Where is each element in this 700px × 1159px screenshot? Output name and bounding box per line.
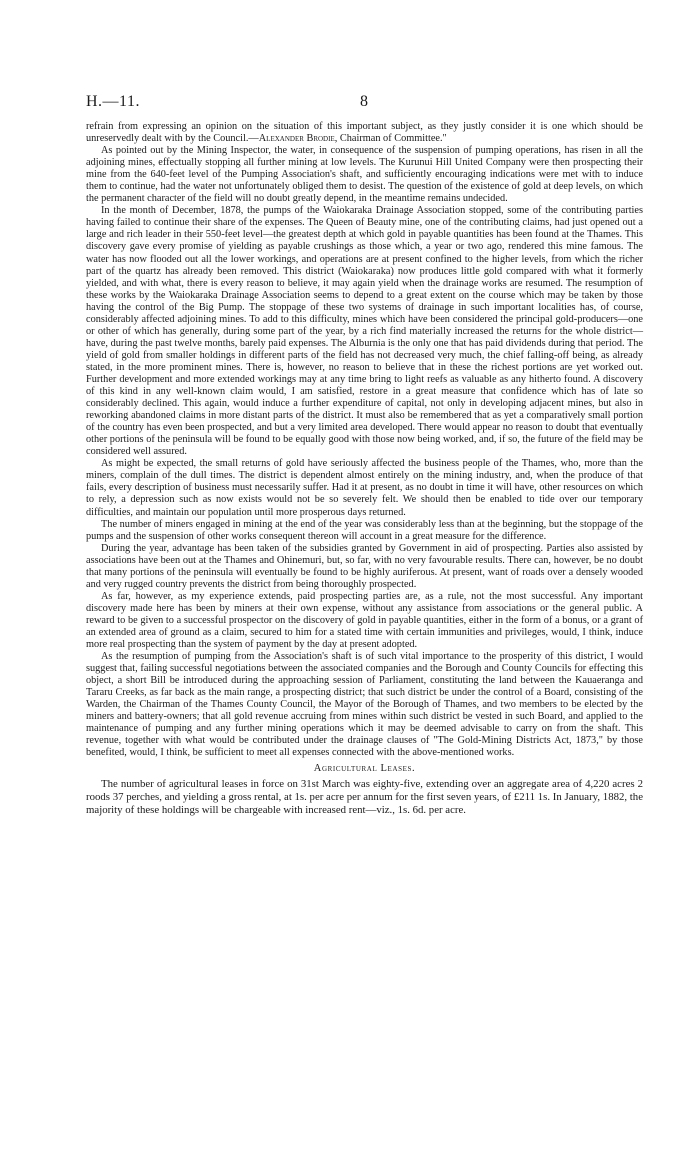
- paragraph-business: As might be expected, the small returns of gold have seriously affected the business people of the Thames, who, more than the miners, complain of the dull times. The district is dependent almost entirely on the mining industry, and, when the produce of that fails, every description of business must necessarily suffer. Had it at present, as no doubt in time it will have, other resources on which to rely, a depression such as now exists would not be so severely felt. We should then be enabled to tide over our temporary difficulties, and maintain our population until more prosperous days returned.: [86, 458, 643, 518]
- signature-title: , Chairman of Committee.": [334, 133, 447, 145]
- document-reference: H.—11.: [86, 93, 140, 110]
- paragraph-pumping: As pointed out by the Mining Inspector, the water, in consequence of the suspension of pumping operations, has risen in all the adjoining mines, effectually stopping all further mining at low levels. The Kurunui Hill United Company were then prospecting their mine from the 640-feet level of the Pumping Association's shaft, and sufficiently encouraging indications were met with to induce them to continue, had the water not unfortunately obliged them to desist. The question of the existence of gold at deep levels, on which the permanent character of the field will no doubt greatly depend, in the meantime remains undecided.: [86, 145, 643, 205]
- signature-name: Alexander Brodie: [258, 133, 335, 145]
- section-heading: Agricultural Leases.: [313, 763, 416, 775]
- paragraph-prospecting: During the year, advantage has been taken of the subsidies granted by Government in aid of prospecting. Parties also assisted by associations have been out at the Thames and Ohinemuri, but, so far, with no very favourable results. There can, however, be no doubt that many portions of the peninsula will eventually be found to be highly auriferous. At present, want of roads over a densely wooded and very rugged country prevents the district from being thoroughly prospected.: [86, 542, 643, 590]
- paragraph-quote-end: [86, 121, 643, 145]
- paragraph-agricultural-leases: The number of agricultural leases in force on 31st March was eighty-five, extending over an aggregate area of 4,220 acres 2 roods 37 perches, and yielding a gross rental, at 1s. per acre per annum for the first seven years, of £211 1s. In January, 1882, the majority of these holdings will be chargeable with increased rent—viz., 1s. 6d. per acre.: [86, 777, 643, 816]
- paragraph-experience: As far, however, as my experience extends, paid prospecting parties are, as a rule, not the most successful. Any important discovery made here has been by miners at their own expense, without any assistance from associations or the general public. A reward to be given to a successful prospector on the discovery of gold in payable quantities, either in the form of a bonus, or a grant of an extended area of ground as a claim, secured to him for a stated time with certain immunities and privileges, would, I think, induce more real prospecting than the system of payment by the day at present adopted.: [86, 590, 643, 651]
- paragraph-waiokaraka: In the month of December, 1878, the pumps of the Waiokaraka Drainage Association stopped, some of the contributing parties having failed to continue their share of the expenses. The Queen of Beauty mine, one of the contributing claims, had just opened out a large and rich leader in their 550-feet level—the greatest depth at which gold in payable quantities has been found at the Thames. This discovery gave every promise of yielding as payable crushings as those which, a year or two ago, rendered this mine famous. The water has now flooded out all the lower workings, and operations are at present confined to the higher levels, from which the richer part of the quartz has already been removed. This district (Waiokaraka) now produces little gold compared with what it formerly yielded, and with what, there is every reason to believe, it may again yield when the drainage works are resumed. The resumption of these works by the Waiokaraka Drainage Association seems to depend to a great extent on the course which may be taken by those having the control of the Big Pump. The stoppage of these two systems of drainage in such important localities has, of course, considerably affected adjoining mines. To add to this difficulty, mines which have been considered the principal gold-producers—one or other of which has generally, during some part of the year, by a rich find materially increased the returns for the whole district—have, during the past twelve months, barely paid expenses. The Alburnia is the only one that has paid dividends during that period. The yield of gold from smaller holdings in different parts of the field has not decreased very much, the chief falling-off being, as already stated, in the more prominent mines. There is, however, no reason to believe that in these the richest portions are yet worked out. Further development and more extended workings may at any time bring to light reefs as valuable as any hitherto found. A discovery of this kind in any well-known claim would, I am satisfied, restore in a great measure that confidence which has of late so considerably declined. This again, would induce a further expenditure of capital, not only in developing adjacent mines, but also in reworking abandoned claims in more distant parts of the district. It must also be remembered that as yet a comparatively small portion of the country has even been prospected, and but a very limited area developed. There would appear no reason to doubt that eventually other portions of the peninsula will be found to be equally good with those now being worked, and, if so, the future of the field may be considered well assured.: [86, 205, 643, 458]
- paragraph-text: refrain from expressing an opinion on the situation of this important subject, as they justly consider it is one which should be unreservedly dealt with by the Council.—: [86, 121, 643, 145]
- document-body: [86, 121, 643, 817]
- paragraph-miners: The number of miners engaged in mining at the end of the year was considerably less than at the beginning, but the stoppage of the pumps and the suspension of other works consequent thereon will account in a great measure for the difference.: [86, 518, 643, 542]
- paragraph-resumption: As the resumption of pumping from the Association's shaft is of such vital importance to the prosperity of this district, I would suggest that, failing successful negotiations between the associated companies and the Borough and County Councils for effecting this object, a short Bill be introduced during the approaching session of Parliament, constituting the land between the Kauaeranga and Tararu Creeks, as far back as the main range, a prospecting district; that such district be under the control of a Board, consisting of the Warden, the Chairman of the Thames County Council, the Mayor of the Borough of Thames, and two members to be elected by the miners and battery-owners; that all gold revenue accruing from mines within such district be vested in such Board, and applied to the maintenance of pumping and any further mining operations which it may be deemed advisable to carry on from the shaft. This revenue, together with what would be contributed under the drainage clauses of "The Gold-Mining Districts Act, 1873," by those benefited, would, I think, be sufficient to meet all expenses connected with the above-mentioned works.: [86, 651, 643, 759]
- page-number: 8: [360, 93, 368, 110]
